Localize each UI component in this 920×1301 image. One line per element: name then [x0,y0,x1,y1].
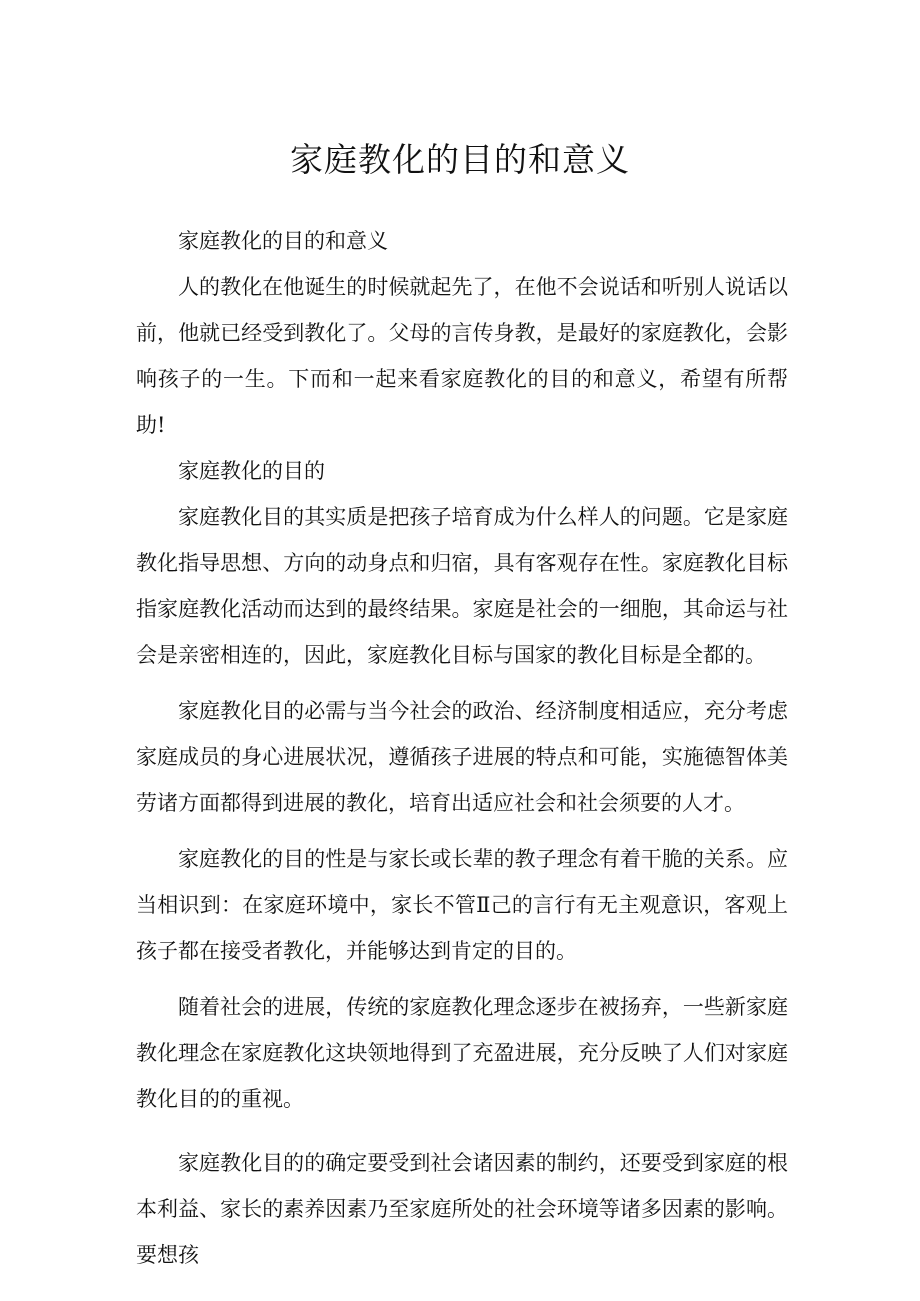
paragraph-subtitle: 家庭教化的目的和意义 [178,229,388,253]
document-body [136,218,788,1278]
paragraph-requirements: 家庭教化目的必需与当今社会的政治、经济制度相适应，充分考虑家庭成员的身心进展状况，遵循孩子进展的特点和可能，实施德智体美劳诸方面都得到进展的教化，培育出适应社会和社会须要的人才。 [136,699,788,815]
paragraph-development: 随着社会的进展，传统的家庭教化理念逐步在被扬弃，一些新家庭教化理念在家庭教化这块领地得到了充盈进展，充分反映了人们对家庭教化目的的重视。 [136,995,788,1111]
paragraph-essence: 家庭教化目的其实质是把孩子培育成为什么样人的问题。它是家庭教化指导思想、方向的动身点和归宿，具有客观存在性。家庭教化目标指家庭教化活动而达到的最终结果。家庭是社会的一细胞，其命运与社会是亲密相连的，因此，家庭教化目标与国家的教化目标是全都的。 [136,505,788,667]
paragraph-factors: 家庭教化目的的确定要受到社会诸因素的制约，还要受到家庭的根本利益、家长的素养因素乃至家庭所处的社会环境等诸多因素的影响。要想孩 [136,1151,788,1267]
paragraph-intro: 人的教化在他诞生的时候就起先了，在他不会说话和听别人说话以前，他就已经受到教化了。父母的言传身教，是最好的家庭教化，会影响孩子的一生。下而和一起来看家庭教化的目的和意义，希望有所帮助! [136,275,788,437]
paragraph-purposefulness: 家庭教化的目的性是与家长或长辈的教子理念有着干脆的关系。应当相识到：在家庭环境中，家长不管Ⅱ己的言行有无主观意识，客观上孩子都在接受者教化，并能够达到肯定的目的。 [136,847,788,963]
paragraph-section-heading: 家庭教化的目的 [178,459,325,483]
document-title: 家庭教化的目的和意义 [290,140,630,179]
